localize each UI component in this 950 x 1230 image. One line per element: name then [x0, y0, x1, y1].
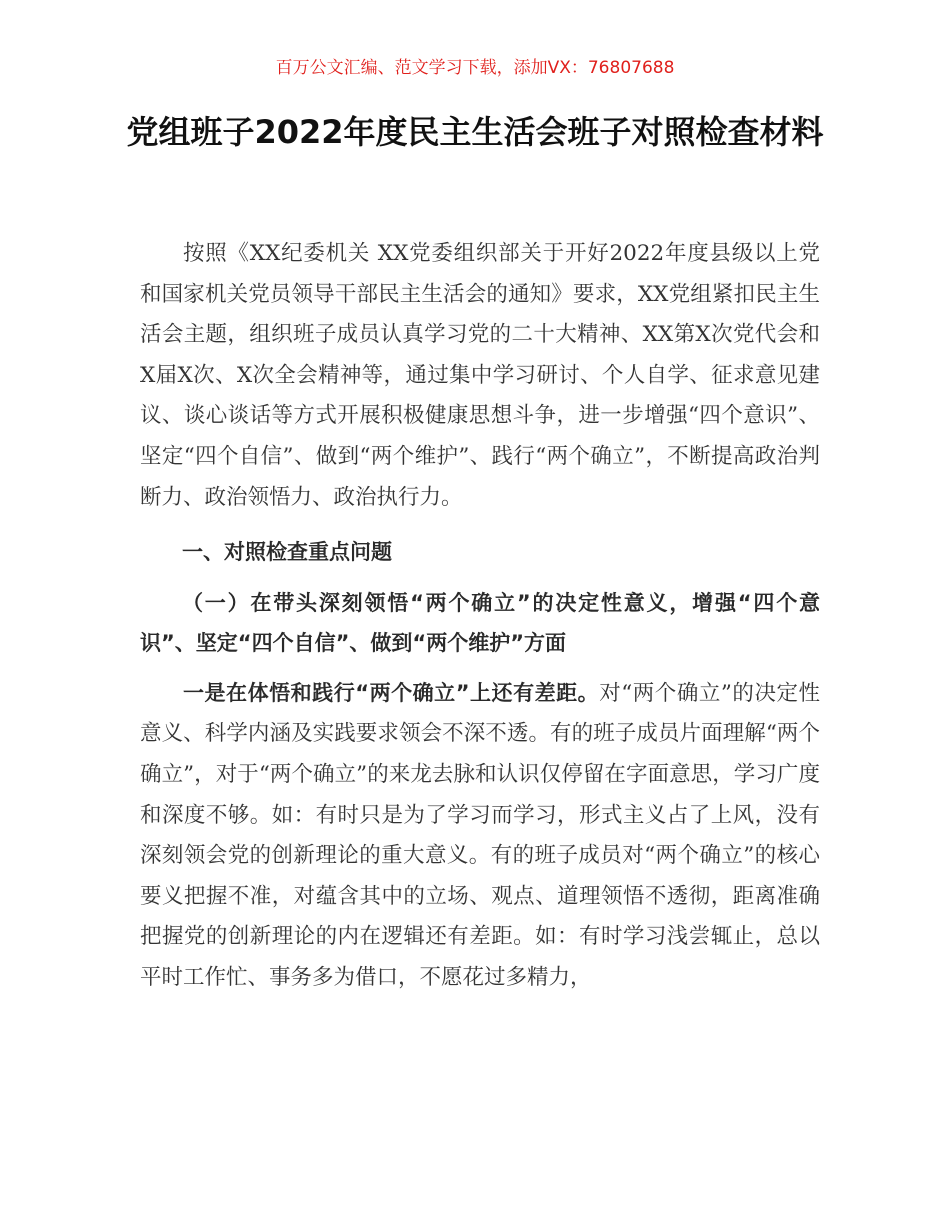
point-1-lead: 一是在体悟和践行“两个确立”上还有差距。 — [183, 680, 600, 705]
section-heading-1: 一、对照检查重点问题 — [182, 540, 392, 565]
document-title: 党组班子2022年度民主生活会班子对照检查材料 — [126, 113, 824, 151]
header-watermark-note: 百万公文汇编、范文学习下载，添加VX：76807688 — [275, 58, 675, 78]
point-1-paragraph — [140, 673, 820, 999]
intro-paragraph: 按照《XX纪委机关 XX党委组织部关于开好2022年度县级以上党和国家机关党员领导干部民主生活会的通知》要求，XX党组紧扣民主生活会主题，组织班子成员认真学习党的二十大精神、XX第X次党代会和X届X次、X次全会精神等，通过集中学习研讨、个人自学、征求意见建议、谈心谈话等方式开展积极健康思想斗争，进一步增强“四个意识”、坚定“四个自信”、做到“两个维护”、践行“两个确立”，不断提高政治判断力、政治领悟力、政治执行力。 — [140, 241, 820, 510]
subsection-heading-1: （一）在带头深刻领悟“两个确立”的决定性意义，增强“四个意识”、坚定“四个自信”、做到“两个维护”方面 — [140, 590, 820, 655]
document-body — [140, 234, 820, 999]
point-1-body: 对“两个确立”的决定性意义、科学内涵及实践要求领会不深不透。有的班子成员片面理解“两个确立”，对于“两个确立”的来龙去脉和认识仅停留在字面意思，学习广度和深度不够。如：有时只是为了学习而学习，形式主义占了上风，没有深刻领会党的创新理论的重大意义。有的班子成员对“两个确立”的核心要义把握不准，对蕴含其中的立场、观点、道理领悟不透彻，距离准确把握党的创新理论的内在逻辑还有差距。如：有时学习浅尝辄止，总以平时工作忙、事务多为借口，不愿花过多精力， — [140, 680, 821, 990]
